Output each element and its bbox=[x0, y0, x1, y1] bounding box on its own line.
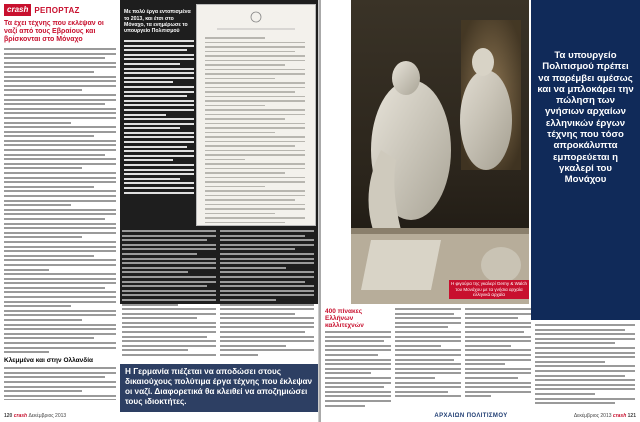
right-column-2 bbox=[395, 308, 461, 408]
magazine-logo: crash bbox=[4, 4, 31, 16]
dark-quote-body bbox=[124, 40, 194, 194]
right-column-1 bbox=[325, 308, 391, 408]
pullquote-box: Η Γερμανία πιέζεται να αποδώσει στους δικαιούχους πολύτιμα έργα τέχνης που έκλεψαν οι ναζί. Διαφορετικά θα κλειθεί να αποζημιώσει τους ιδιοκτήτες. bbox=[120, 364, 318, 412]
left-article-column bbox=[4, 20, 116, 400]
body-text-7 bbox=[465, 308, 531, 397]
right-column-3 bbox=[465, 308, 531, 408]
center-column-2 bbox=[220, 230, 314, 360]
dark-quote-intro: Με πολύ έργα εντοπισμένα το 2013, και έτσι στο Μόναχο, τα ενημέρωσε το υπουργείο Πολιτισμού bbox=[124, 9, 191, 35]
body-text-4 bbox=[220, 230, 314, 356]
subheading-netherlands: Κλεμμένα και στην Ολλανδία bbox=[4, 357, 94, 365]
left-footer bbox=[4, 413, 66, 419]
right-footer bbox=[574, 413, 636, 419]
body-text-8 bbox=[535, 324, 635, 404]
footer-date-right: Δεκέμβριος 2013 bbox=[573, 413, 612, 419]
statue-photo bbox=[351, 0, 529, 304]
page-number-right: 121 bbox=[627, 413, 636, 419]
body-text-5 bbox=[325, 331, 391, 408]
section-label: ΡΕΠΟΡΤΑΖ bbox=[34, 5, 80, 15]
lead-heading: Τα έχει τέχνης που εκλέψαν οι ναζί από τους Εβραίους και βρίσκονται στο Μόναχο bbox=[4, 20, 104, 43]
footer-logo-left: crash bbox=[13, 413, 28, 419]
footer-date-left: Δεκέμβριος 2013 bbox=[28, 413, 67, 419]
dark-quote bbox=[124, 4, 194, 194]
marble-statues-icon bbox=[351, 0, 529, 304]
headline-block: Τα υπουργείο Πολιτισμού πρέπει να παρέμβει αμέσως και να μπλοκάρει την πώληση των γνήσιων αρχαίων ελληνικών έργων τέχνης που τόσο απροκάλυπτα εμπορεύεται η γκαλερί του Μονάχου bbox=[531, 0, 640, 320]
body-text-3 bbox=[122, 230, 216, 356]
body-text-2 bbox=[4, 367, 116, 400]
photo-caption: Η φιγούρα της γκαλερί Gerny & Walch του Μονάχου με τα γνήσια αρχαία ελληνικά αρχαία bbox=[449, 280, 529, 299]
body-text-1 bbox=[4, 48, 116, 353]
right-page bbox=[321, 0, 640, 422]
page-number-left: 120 bbox=[4, 413, 13, 419]
body-text-6 bbox=[395, 308, 461, 397]
masthead bbox=[4, 4, 80, 16]
subheading-greek-artists: 400 πίνακες Ελλήνων καλλιτεχνών bbox=[325, 308, 364, 329]
center-column-1 bbox=[122, 230, 216, 360]
official-document-image bbox=[196, 4, 316, 226]
right-column-4 bbox=[535, 324, 635, 408]
section-footer-label: ΑΡΧΑΙΩΝ ΠΟΛΙΤΙΣΜΟΥ bbox=[434, 413, 508, 419]
document-text-lines bbox=[205, 37, 305, 223]
left-page bbox=[0, 0, 319, 422]
footer-logo-right: crash bbox=[612, 413, 627, 419]
